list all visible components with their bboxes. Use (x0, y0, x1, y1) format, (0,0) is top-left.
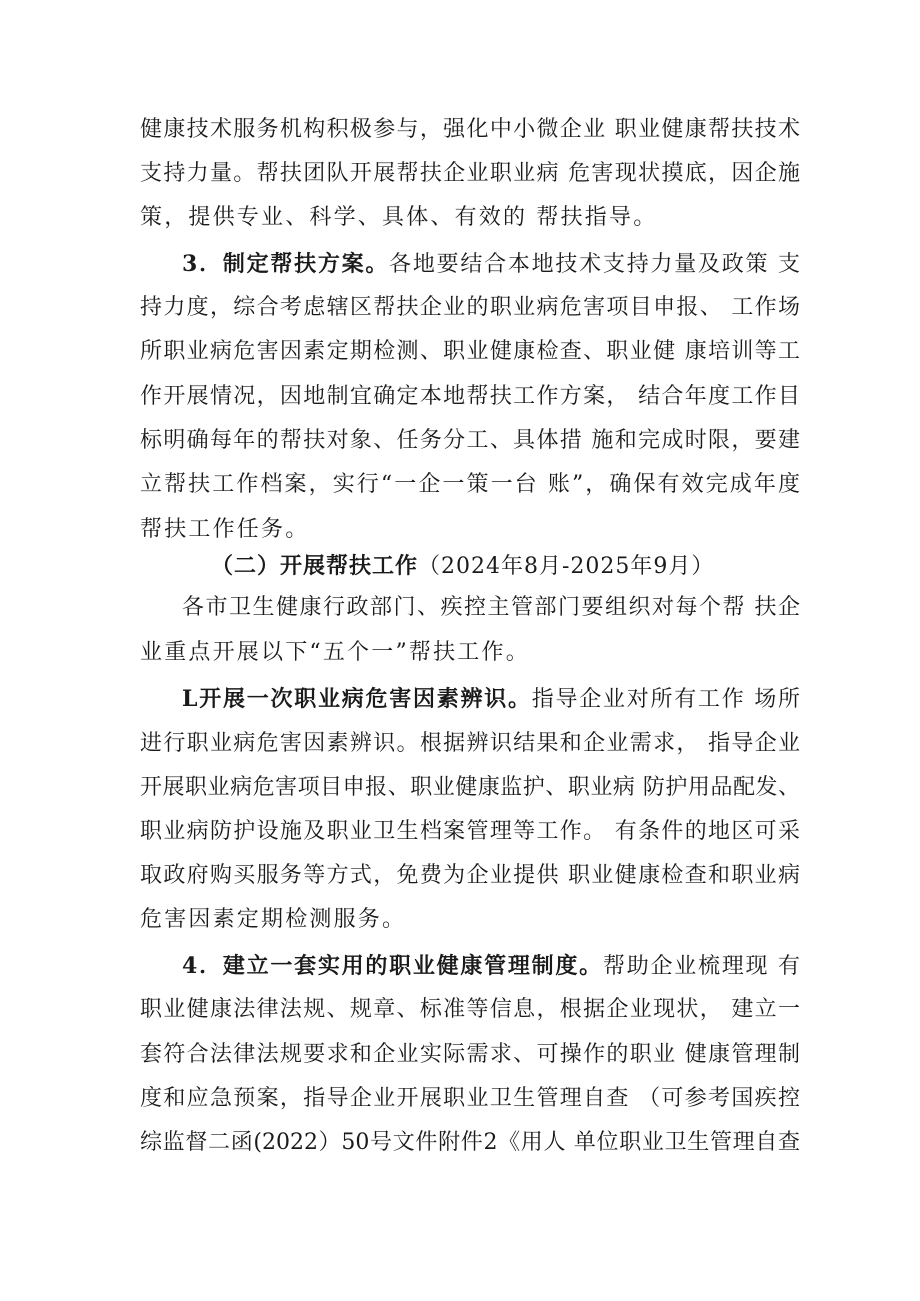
line-text: 职业健康法律法规、规章、标准等信息，根据企业现状， 建立一 (140, 997, 800, 1022)
text-line (140, 375, 800, 419)
line-text: 支持力量。帮扶团队开展帮扶企业职业病 危害现状摸底，因企施 (140, 161, 800, 186)
line-text: 帮扶工作任务。 (140, 517, 310, 542)
item-lead: L开展一次职业病危害因素辨识。 (182, 686, 532, 712)
line-text: 职业病防护设施及职业卫生档案管理等工作。 有条件的地区可采 (140, 819, 800, 844)
line-text: 综监督二函(2022）50号文件附件2《用人 单位职业卫生管理自查 (140, 1130, 800, 1155)
text-line (140, 463, 800, 507)
text-line (140, 1077, 800, 1121)
line-text: 各市卫生健康行政部门、疾控主管部门要组织对每个帮 扶企 (182, 595, 800, 620)
text-line (140, 631, 800, 675)
text-line (140, 330, 800, 374)
line-text: 指导企业对所有工作 场所 (531, 687, 800, 712)
line-text: 策，提供专业、科学、具体、有效的 帮扶指导。 (140, 205, 658, 230)
line-text: 开展职业病危害项目申报、职业健康监护、职业病 防护用品配发、 (140, 775, 800, 800)
text-line (140, 766, 800, 810)
text-line (140, 108, 800, 152)
line-text: 作开展情况，因地制宜确定本地帮扶工作方案， 结合年度工作目 (140, 384, 800, 409)
line-text: 进行职业病危害因素辨识。根据辨识结果和企业需求， 指导企业 (140, 731, 800, 756)
item-lead: 4．建立一套实用的职业健康管理制度。 (182, 953, 603, 979)
numbered-item-heading (182, 242, 800, 286)
line-text: 健康技术服务机构积极参与，强化中小微企业 职业健康帮扶技术 (140, 117, 800, 142)
text-line (182, 586, 800, 630)
line-text: 各地要结合本地技术支持力量及政策 支 (389, 252, 800, 277)
text-line (140, 152, 800, 196)
text-line (140, 419, 800, 463)
text-line (140, 854, 800, 898)
line-text: 度和应急预案，指导企业开展职业卫生管理自查 （可参考国疾控 (140, 1086, 800, 1111)
numbered-item-heading (182, 944, 800, 988)
section-heading (211, 544, 731, 588)
line-text: 危害因素定期检测服务。 (140, 907, 407, 932)
section-title: （二）开展帮扶工作 (211, 553, 419, 579)
item-lead: 3．制定帮扶方案。 (182, 251, 390, 277)
line-text: 取政府购买服务等方式，免费为企业提供 职业健康检查和职业病 (140, 863, 800, 888)
line-text: 套符合法律法规要求和企业实际需求、可操作的职业 健康管理制 (140, 1042, 800, 1067)
line-text: 业重点开展以下“五个一”帮扶工作。 (140, 640, 530, 665)
text-line (140, 286, 800, 330)
text-line (140, 722, 800, 766)
numbered-item-heading (182, 677, 800, 721)
text-line (140, 1033, 800, 1077)
text-line (140, 1121, 800, 1165)
line-text: 持力度，综合考虑辖区帮扶企业的职业病危害项目申报、 工作场 (140, 295, 800, 320)
text-line (140, 898, 800, 942)
line-text: 帮助企业梳理现 有 (602, 954, 801, 979)
text-line (140, 988, 800, 1032)
section-period: （2024年8月-2025年9月） (418, 554, 715, 579)
line-text: 所职业病危害因素定期检测、职业健康检查、职业健 康培训等工 (140, 339, 800, 364)
text-line (140, 810, 800, 854)
line-text: 标明确每年的帮扶对象、任务分工、具体措 施和完成时限，要建 (140, 428, 800, 453)
line-text: 立帮扶工作档案，实行“一企一策一台 账”，确保有效完成年度 (140, 472, 800, 497)
text-line (140, 196, 800, 240)
